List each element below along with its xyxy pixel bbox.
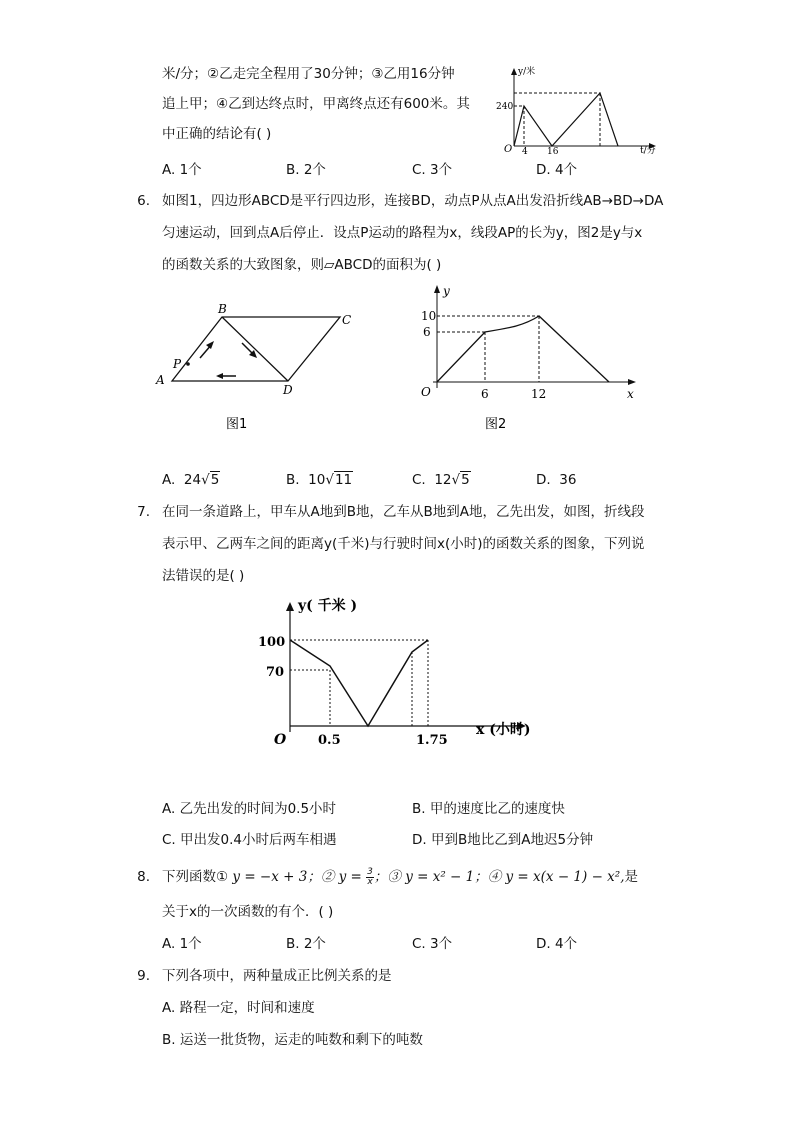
q6-label-d: D <box>283 383 293 397</box>
q6-label-p: P <box>173 357 182 371</box>
q6-option-c-coef: 12 <box>434 472 452 488</box>
q6-fig2-ytick-6: 6 <box>423 325 431 339</box>
q7-distance-line <box>290 640 428 726</box>
q6-point-p <box>186 362 190 366</box>
q6-option-a[interactable] <box>162 470 220 490</box>
q6-fig2-xtick-12: 12 <box>531 387 547 401</box>
q7-option-a[interactable]: A. 乙先出发的时间为0.5小时 <box>162 801 337 817</box>
q6-fig2-x-arrow <box>628 379 636 385</box>
q6-fig2-xlabel: x <box>627 387 634 401</box>
q6-label-c: C <box>342 313 352 327</box>
q6-fig2-caption: 图2 <box>485 417 507 432</box>
q5-y-arrow <box>511 68 517 75</box>
q9-option-a[interactable]: A. 路程一定，时间和速度 <box>162 1000 315 1016</box>
q5-option-b[interactable]: B. 2个 <box>286 162 326 178</box>
q6-option-c-radical: √5 <box>451 472 470 488</box>
q7-option-d[interactable]: D. 甲到B地比乙到A地迟5分钟 <box>412 832 594 848</box>
q7-origin: O <box>274 732 287 748</box>
q6-line3: 的函数关系的大致图象，则▱ABCD的面积为( ) <box>162 257 442 273</box>
q6-option-b[interactable] <box>286 470 353 490</box>
q8-prefix: 下列函数① <box>162 869 229 885</box>
q6-line2: 匀速运动，回到点A后停止．设点P运动的路程为x，线段AP的长为y，图2是y与x <box>162 225 643 241</box>
q8-line2: 关于x的一次函数的有个．( ) <box>162 904 334 920</box>
q5-line2: 追上甲；④乙到达终点时，甲离终点还有600米。其 <box>162 96 470 112</box>
q6-line1: 如图1，四边形ABCD是平行四边形，连接BD，动点P从点A出发沿折线AB→BD→DA <box>162 193 664 209</box>
q7-graph <box>250 586 550 756</box>
q8-number: 8. <box>137 869 150 885</box>
q7-line1: 在同一条道路上，甲车从A地到B地，乙车从B地到A地，乙先出发，如图，折线段 <box>162 504 645 520</box>
q8-f2-denominator: x <box>367 876 373 887</box>
q7-xtick-175: 1.75 <box>416 733 448 748</box>
q7-ytick-100: 100 <box>258 635 286 650</box>
q6-fig2 <box>405 278 645 434</box>
q9-line1: 下列各项中，两种量成正比例关系的是 <box>162 968 392 984</box>
q5-option-a[interactable]: A. 1个 <box>162 162 202 178</box>
q8-function-2-fraction <box>366 868 374 887</box>
q6-option-d[interactable] <box>536 470 576 490</box>
q6-fig2-ylabel: y <box>443 284 450 298</box>
q7-option-b[interactable]: B. 甲的速度比乙的速度快 <box>412 801 565 817</box>
q7-option-c[interactable]: C. 甲出发0.4小时后两车相遇 <box>162 832 337 848</box>
q6-option-a-coef: 24 <box>183 472 202 488</box>
q6-fig1 <box>150 298 370 438</box>
q8-function-2-lhs: y = <box>338 869 362 885</box>
q5-line3: 中正确的结论有( ) <box>162 126 272 142</box>
q7-line3: 法错误的是( ) <box>162 568 245 584</box>
q7-ylabel: y( 千米 ) <box>298 598 358 614</box>
q8-option-b[interactable]: B. 2个 <box>286 936 326 952</box>
q5-origin: O <box>504 144 513 154</box>
q7-ytick-70: 70 <box>266 665 285 680</box>
q7-number: 7. <box>137 504 150 520</box>
q8-suffix: 是 <box>624 869 638 885</box>
q6-fig2-xtick-6: 6 <box>481 387 489 401</box>
q5-xlabel: t/分 <box>640 146 656 154</box>
q6-arrowhead-ab <box>206 341 214 349</box>
q6-fig2-origin: O <box>421 385 431 399</box>
q6-option-c[interactable] <box>412 470 471 490</box>
q9-number: 9. <box>137 968 150 984</box>
q5-xtick-16: 16 <box>547 147 559 154</box>
q6-option-b-radical: √11 <box>325 472 353 488</box>
q6-option-b-coef: 10 <box>308 472 326 488</box>
q6-option-c-radicand: 5 <box>461 472 470 488</box>
q5-line1: 米/分；②乙走完全程用了30分钟；③乙用16分钟 <box>162 66 455 82</box>
q8-line1 <box>162 867 638 887</box>
q6-fig2-curve <box>437 316 609 382</box>
q6-number: 6. <box>137 193 150 209</box>
q8-option-c[interactable]: C. 3个 <box>412 936 453 952</box>
q5-ylabel: y/米 <box>518 67 536 77</box>
q6-label-b: B <box>218 302 227 316</box>
q6-parallelogram <box>172 317 340 381</box>
q8-f2-numerator: 3 <box>367 866 373 877</box>
q6-fig2-y-arrow <box>434 285 440 293</box>
q8-function-1: y = −x + 3；② <box>232 869 335 885</box>
q6-option-a-letter: A. <box>162 472 176 488</box>
q6-fig1-caption: 图1 <box>226 417 248 432</box>
q6-option-b-letter: B. <box>286 472 300 488</box>
q6-option-a-radicand: 5 <box>210 472 220 488</box>
q6-label-a: A <box>156 373 165 387</box>
q5-graph <box>490 62 660 154</box>
q7-y-arrow <box>286 602 294 611</box>
q6-option-b-radicand: 11 <box>334 472 353 488</box>
q6-diagonal-bd <box>222 317 288 381</box>
q8-option-d[interactable]: D. 4个 <box>536 936 578 952</box>
q6-option-d-letter: D. <box>536 472 551 488</box>
q7-xtick-05: 0.5 <box>318 733 341 748</box>
q6-option-d-value: 36 <box>559 472 577 488</box>
q6-option-a-radical: √5 <box>201 472 220 488</box>
q9-option-b[interactable]: B. 运送一批货物，运走的吨数和剩下的吨数 <box>162 1032 423 1048</box>
q6-fig2-ytick-10: 10 <box>421 309 437 323</box>
q5-xtick-4: 4 <box>522 147 528 154</box>
q6-arrowhead-da <box>216 373 223 379</box>
q5-distance-line <box>514 93 618 146</box>
q5-option-d[interactable]: D. 4个 <box>536 162 578 178</box>
q7-line2: 表示甲、乙两车之间的距离y(千米)与行驶时间x(小时)的函数关系的图象，下列说 <box>162 536 645 552</box>
q5-ytick-240: 240 <box>496 102 514 112</box>
q5-option-c[interactable]: C. 3个 <box>412 162 453 178</box>
q8-option-a[interactable]: A. 1个 <box>162 936 202 952</box>
q7-xlabel: x (小时) <box>476 722 531 738</box>
q8-function-3-4: ；③ y = x² − 1；④ y = x(x − 1) − x², <box>373 869 625 885</box>
q6-option-c-letter: C. <box>412 472 426 488</box>
